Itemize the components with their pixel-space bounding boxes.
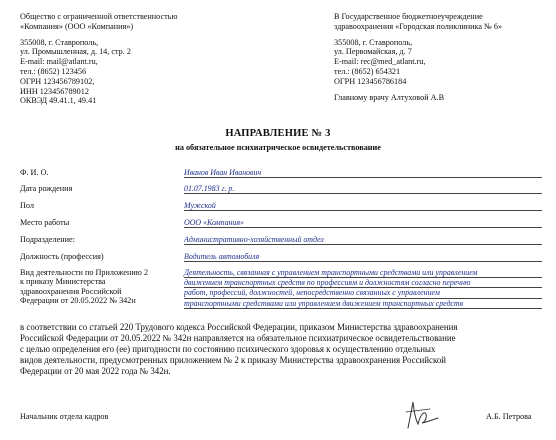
sender-line: 355008, г. Ставрополь, bbox=[20, 37, 99, 47]
body-paragraph bbox=[20, 322, 538, 377]
field-row-fio bbox=[20, 168, 542, 180]
signer-title: Начальник отдела кадров bbox=[20, 412, 109, 421]
sender-line: ул. Промышленная, д. 14, стр. 2 bbox=[20, 47, 131, 57]
field-label-line: Вид деятельности по Приложению 2 bbox=[20, 268, 149, 277]
field-value-line: работ, профессий, должностей, непосредственно связанных с управлением bbox=[184, 288, 542, 298]
recipient-line: Главному врачу Алтуховой А.В bbox=[334, 92, 445, 102]
sender-line: «Компания» (ООО «Компания») bbox=[20, 21, 134, 31]
field-label: Должность (профессия) bbox=[20, 252, 104, 261]
sender-line: ОКВЭД 49.41.1, 49.41 bbox=[20, 96, 97, 106]
recipient-line: тел.: (8652) 654321 bbox=[334, 66, 401, 76]
field-label: Ф. И. О. bbox=[20, 168, 49, 177]
recipient-line: здравоохранения «Городская поликлиника № 6» bbox=[334, 21, 503, 31]
field-label-line: здравоохранения Российской bbox=[20, 286, 122, 296]
sender-block bbox=[20, 12, 178, 106]
signature-mark bbox=[400, 398, 442, 432]
sender-line: ИНН 123456789012 bbox=[20, 86, 89, 96]
field-label: Подразделение: bbox=[20, 235, 75, 244]
field-value-activity bbox=[184, 268, 542, 309]
field-value-line: транспортными средствами или управлением движением транспортных средств bbox=[184, 299, 542, 309]
field-value-fio: Иванов Иван Иванович bbox=[184, 168, 542, 178]
field-row-workplace bbox=[20, 218, 542, 230]
body-line: видов деятельности, предусмотренных приложением № 2 к приказу Министерства здравоохранения Российской bbox=[20, 355, 447, 365]
field-row-sex bbox=[20, 201, 542, 213]
field-label: Дата рождения bbox=[20, 184, 73, 193]
body-line: с целью определения его (ее) пригодности по состоянию психического здоровья к осуществлению отдельных bbox=[20, 344, 436, 354]
field-label-line: к приказу Министерства bbox=[20, 277, 106, 287]
recipient-line: E-mail: rec@med_atlant.ru, bbox=[334, 57, 426, 67]
sender-line: ОГРН 123456789102, bbox=[20, 76, 95, 86]
sender-line: тел.: (8652) 123456 bbox=[20, 66, 87, 76]
field-value-sex: Мужской bbox=[184, 201, 542, 211]
field-value-position: Водитель автомобиля bbox=[184, 252, 542, 262]
field-value-department: Административно-хозяйственный отдел bbox=[184, 235, 542, 245]
recipient-block bbox=[334, 12, 502, 102]
field-value-line: движением транспортных средств по профессиям и должностям согласно перечню bbox=[184, 278, 542, 288]
field-row-activity bbox=[20, 268, 542, 308]
recipient-line: 355008, г. Ставрополь, bbox=[334, 37, 413, 47]
field-row-birth-date bbox=[20, 184, 542, 196]
sender-line: Общество с ограниченной ответственностью bbox=[20, 12, 178, 21]
field-label: Место работы bbox=[20, 218, 70, 227]
field-row-department bbox=[20, 235, 542, 247]
recipient-line: ул. Первомайская, д. 7 bbox=[334, 47, 412, 57]
signer-name: А.Б. Петрова bbox=[486, 412, 532, 421]
body-line: Федерации от 20 мая 2022 года № 342н. bbox=[20, 366, 171, 376]
body-line: в соответствии со статьей 220 Трудового кодекса Российской Федерации, приказом Министерства здравоохранения bbox=[20, 322, 458, 332]
document-title: НАПРАВЛЕНИЕ № 3 bbox=[225, 128, 331, 139]
field-row-position bbox=[20, 252, 542, 264]
field-value-workplace: ООО «Компания» bbox=[184, 218, 542, 228]
document-subtitle: на обязательное психиатрическое освидетельствование bbox=[175, 143, 381, 152]
recipient-line: В Государственное бюджетноеучреждение bbox=[334, 12, 483, 21]
sender-line: E-mail: mail@atlant.ru, bbox=[20, 57, 98, 67]
field-label-activity bbox=[20, 268, 180, 306]
field-label-line: Федерации от 20.05.2022 № 342н bbox=[20, 296, 136, 306]
field-value-line: Деятельность, связанная с управлением транспортными средствами или управлением bbox=[184, 268, 542, 278]
field-label: Пол bbox=[20, 201, 34, 210]
field-value-birth-date: 01.07.1983 г. р. bbox=[184, 184, 542, 194]
recipient-line: ОГРН 123456786184 bbox=[334, 76, 407, 86]
body-line: Российской Федерации от 20.05.2022 № 342н направляется на обязательное психиатрическое освидетельствование bbox=[20, 333, 456, 343]
